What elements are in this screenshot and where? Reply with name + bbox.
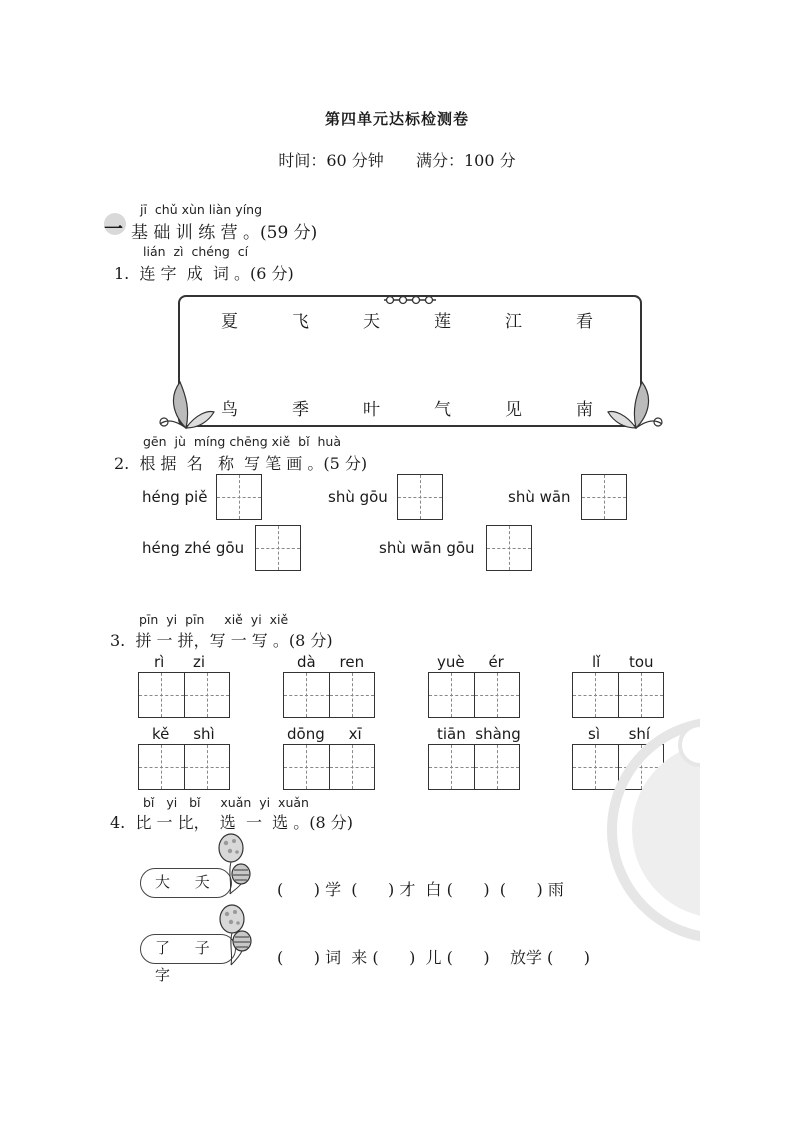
top-char[interactable]: 看	[576, 312, 593, 332]
full-score: 满分：100 分	[416, 151, 516, 170]
dots-ornament-icon	[384, 295, 436, 305]
word-match-frame	[178, 295, 642, 427]
top-char[interactable]: 天	[363, 312, 380, 332]
q1-prompt: 1. 连 字 成 词 。(6 分)	[114, 264, 294, 283]
word-pinyin: sì shí	[588, 725, 651, 743]
watermark-seal	[605, 705, 700, 955]
top-char[interactable]: 江	[505, 312, 522, 332]
word-pinyin: rì zi	[154, 653, 205, 671]
balloon-b	[214, 903, 256, 967]
bottom-char[interactable]: 叶	[363, 400, 380, 420]
q2-prompt: 2. 根 据 名 称 写 笔 画 。(5 分)	[114, 454, 368, 473]
writing-grid-pair[interactable]	[283, 672, 375, 718]
bottom-char[interactable]: 鸟	[221, 400, 238, 420]
section-title: 基 础 训 练 营 。(59 分)	[131, 223, 318, 243]
q4-prompt: 4. 比 一 比， 选 一 选 。(8 分)	[110, 813, 353, 832]
time-limit: 时间：60 分钟	[278, 151, 384, 170]
balloon-icon	[214, 903, 256, 967]
fill-line-a[interactable]: ( ) 学 ( ) 才 白 ( ) ( ) 雨	[277, 880, 564, 899]
stroke-label: shù gōu	[328, 488, 388, 506]
word-pinyin: yuè ér	[437, 653, 504, 671]
q3-prompt: 3. 拼 一 拼，写 一 写 。(8 分)	[110, 631, 333, 650]
stroke-label: héng piě	[142, 488, 208, 506]
bottom-char[interactable]: 见	[505, 400, 522, 420]
word-pinyin: dà ren	[297, 653, 365, 671]
stroke-writing-box[interactable]	[397, 474, 443, 520]
option-tag-a: 大 夭	[140, 868, 232, 898]
fill-line-b[interactable]: ( ) 词 来 ( ) 儿 ( ) 放学 ( )	[277, 948, 591, 967]
stroke-writing-box[interactable]	[255, 525, 301, 571]
word-pinyin: dōng xī	[287, 725, 362, 743]
word-pinyin: lǐ tou	[592, 653, 654, 671]
word-pinyin: tiān shàng	[437, 725, 521, 743]
section-pinyin: jī chǔ xùn liàn yíng	[140, 202, 263, 217]
bottom-char[interactable]: 南	[576, 400, 593, 420]
stroke-writing-box[interactable]	[581, 474, 627, 520]
top-char[interactable]: 飞	[292, 312, 309, 332]
bottom-char[interactable]: 气	[434, 400, 451, 420]
page-title: 第四单元达标检测卷	[324, 110, 469, 128]
leaf-left-icon	[156, 376, 216, 434]
stroke-writing-box[interactable]	[216, 474, 262, 520]
top-char[interactable]: 夏	[221, 312, 238, 332]
leaf-ornament-right	[606, 376, 666, 434]
q3-pinyin: pīn yi pīn xiě yi xiě	[139, 612, 289, 627]
leaf-ornament-left	[156, 376, 216, 434]
writing-grid-pair[interactable]	[428, 672, 520, 718]
q4-pinyin: bǐ yi bǐ xuǎn yi xuǎn	[143, 795, 309, 810]
writing-grid-pair[interactable]	[138, 744, 230, 790]
option-tag-b: 了 子 字	[140, 934, 236, 964]
stroke-writing-box[interactable]	[486, 525, 532, 571]
seal-watermark-icon	[605, 705, 700, 955]
stroke-label: héng zhé gōu	[142, 539, 245, 557]
top-char[interactable]: 莲	[434, 312, 451, 332]
frame-decoration-dots	[384, 290, 436, 300]
balloon-a	[212, 832, 254, 896]
exam-meta	[0, 148, 794, 171]
bottom-char[interactable]: 季	[292, 400, 309, 420]
balloon-icon	[212, 832, 254, 896]
q2-pinyin: gēn jù míng chēng xiě bǐ huà	[143, 434, 341, 449]
writing-grid-pair[interactable]	[283, 744, 375, 790]
stroke-label: shù wān	[508, 488, 571, 506]
writing-grid-pair[interactable]	[138, 672, 230, 718]
q1-pinyin: lián zì chéng cí	[143, 244, 249, 259]
writing-grid-pair[interactable]	[428, 744, 520, 790]
section-number: 一	[104, 218, 124, 240]
stroke-label: shù wān gōu	[379, 539, 475, 557]
leaf-right-icon	[606, 376, 666, 434]
word-pinyin: kě shì	[152, 725, 215, 743]
